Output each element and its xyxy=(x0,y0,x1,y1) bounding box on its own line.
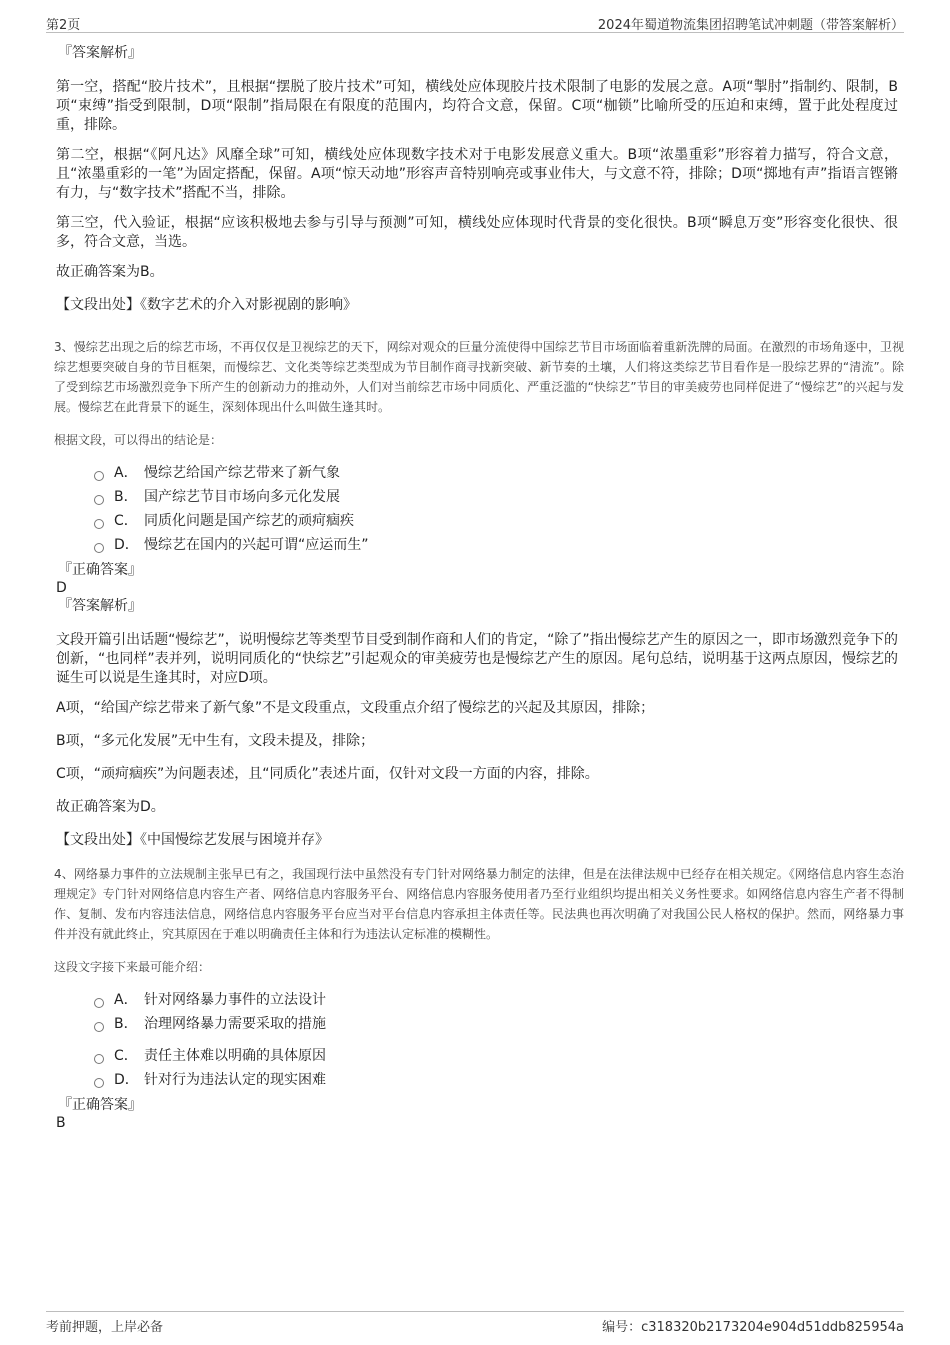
page-header xyxy=(46,12,904,33)
analysis-conclusion: 故正确答案为B。 xyxy=(56,264,164,280)
option-d[interactable] xyxy=(94,1068,898,1092)
correct-answer: D xyxy=(56,580,67,596)
analysis-paragraph: B项，“多元化发展”无中生有，文段未提及，排除； xyxy=(56,733,375,749)
source-citation: 【文段出处】《中国慢综艺发展与困境并存》 xyxy=(56,832,329,848)
radio-icon[interactable] xyxy=(94,519,104,529)
option-c[interactable] xyxy=(94,1044,898,1068)
analysis-paragraph: 文段开篇引出话题“慢综艺”，说明慢综艺等类型节目受到制作商和人们的肯定，“除了”指出慢综艺产生的原因之一，即市场激烈竞争下的创新，“也同样”表并列，说明同质化的“快综艺”引起观众的审美疲劳也是慢综艺产生的原因。尾句总结，说明基于这两点原因，慢综艺的诞生可以说是生逢其时，对应D项。 xyxy=(56,632,898,686)
option-c[interactable] xyxy=(94,509,898,533)
question-prompt: 这段文字接下来最可能介绍： xyxy=(54,960,211,974)
q2-analysis-section xyxy=(56,44,898,315)
option-text: 同质化问题是国产综艺的顽疴痼疾 xyxy=(144,513,354,529)
radio-icon[interactable] xyxy=(94,998,104,1008)
analysis-paragraph: 第三空，代入验证，根据“应该积极地去参与引导与预测”可知，横线处应体现时代背景的变化很快。B项“瞬息万变”形容变化很快、很多，符合文意，当选。 xyxy=(56,215,898,250)
footer-slogan: 考前押题，上岸必备 xyxy=(46,1320,164,1335)
option-a[interactable] xyxy=(94,461,898,485)
question-4 xyxy=(54,864,904,1132)
option-b[interactable] xyxy=(94,485,898,509)
radio-icon[interactable] xyxy=(94,1054,104,1064)
page-footer xyxy=(46,1311,904,1334)
question-text: 3、慢综艺出现之后的综艺市场，不再仅仅是卫视综艺的天下，网综对观众的巨量分流使得中国综艺节目市场面临着重新洗牌的局面。在激烈的市场角逐中，卫视综艺想要突破自身的节目框架，而慢综艺、文化类等综艺类型成为节目制作商寻找新突破、新节奏的土壤，人们将这类综艺节目看作是一股综艺界的“清流”。除了受到综艺市场激烈竞争下所产生的创新动力的推动外，人们对当前综艺市场中同质化、严重泛滥的“快综艺”节目的审美疲劳也同样促进了“慢综艺”的兴起与发展。慢综艺在此背景下的诞生，深刻体现出什么叫做生逢其时。 xyxy=(54,340,904,414)
radio-icon[interactable] xyxy=(94,471,104,481)
option-list xyxy=(94,988,898,1092)
analysis-paragraph: C项，“顽疴痼疾”为问题表述，且“同质化”表述片面，仅针对文段一方面的内容，排除。 xyxy=(56,766,599,782)
analysis-label: 『答案解析』 xyxy=(58,45,142,61)
option-letter: C． xyxy=(114,1048,138,1064)
option-text: 责任主体难以明确的具体原因 xyxy=(144,1048,326,1064)
option-list xyxy=(94,461,898,557)
analysis-conclusion: 故正确答案为D。 xyxy=(56,799,165,815)
option-text: 治理网络暴力需要采取的措施 xyxy=(144,1016,326,1032)
option-letter: D． xyxy=(114,1072,139,1088)
source-citation: 【文段出处】《数字艺术的介入对影视剧的影响》 xyxy=(56,297,357,313)
option-text: 慢综艺给国产综艺带来了新气象 xyxy=(144,465,340,481)
option-letter: C． xyxy=(114,513,138,529)
radio-icon[interactable] xyxy=(94,495,104,505)
analysis-label: 『答案解析』 xyxy=(58,598,142,614)
option-d[interactable] xyxy=(94,533,898,557)
document-id: 编号：c318320b2173204e904d51ddb825954a xyxy=(602,1320,904,1335)
analysis-paragraph: 第二空，根据“《阿凡达》风靡全球”可知，横线处应体现数字技术对于电影发展意义重大。B项“浓墨重彩”形容着力描写，符合文意，且“浓墨重彩的一笔”为固定搭配，保留。A项“惊天动地”形容声音特别响亮或事业伟大，与文意不符，排除；D项“掷地有声”指语言铿锵有力，与“数字技术”搭配不当，排除。 xyxy=(56,147,898,201)
correct-answer-label: 『正确答案』 xyxy=(58,562,142,578)
question-text: 4、网络暴力事件的立法规制主张早已有之，我国现行法中虽然没有专门针对网络暴力制定的法律，但是在法律法规中已经存在相关规定。《网络信息内容生态治理规定》专门针对网络信息内容生产者、网络信息内容服务平台、网络信息内容服务使用者乃至行业组织均提出相关义务性要求。如网络信息内容生产者不得制作、复制、发布内容违法信息，网络信息内容服务平台应当对平台信息内容承担主体责任等。民法典也再次明确了对我国公民人格权的保护。然而，网络暴力事件并没有就此终止，究其原因在于难以明确责任主体和行为违法认定标准的模糊性。 xyxy=(54,867,904,941)
question-3 xyxy=(54,337,904,850)
option-letter: B． xyxy=(114,1016,138,1032)
analysis-paragraph: A项，“给国产综艺带来了新气象”不是文段重点，文段重点介绍了慢综艺的兴起及其原因，排除； xyxy=(56,700,655,716)
radio-icon[interactable] xyxy=(94,1022,104,1032)
question-prompt: 根据文段，可以得出的结论是： xyxy=(54,433,223,447)
option-text: 国产综艺节目市场向多元化发展 xyxy=(144,489,340,505)
correct-answer-label: 『正确答案』 xyxy=(58,1097,142,1113)
option-letter: A． xyxy=(114,465,138,481)
option-text: 针对网络暴力事件的立法设计 xyxy=(144,992,326,1008)
radio-icon[interactable] xyxy=(94,1078,104,1088)
radio-icon[interactable] xyxy=(94,543,104,553)
document-title: 2024年蜀道物流集团招聘笔试冲刺题（带答案解析） xyxy=(597,18,904,33)
option-letter: D． xyxy=(114,537,139,553)
option-letter: A． xyxy=(114,992,138,1008)
correct-answer: B xyxy=(56,1115,66,1131)
document-body xyxy=(54,44,904,1132)
option-text: 慢综艺在国内的兴起可谓“应运而生” xyxy=(144,537,369,553)
option-letter: B． xyxy=(114,489,138,505)
analysis-paragraph: 第一空，搭配“胶片技术”，且根据“摆脱了胶片技术”可知，横线处应体现胶片技术限制了电影的发展之意。A项“掣肘”指制约、限制，B项“束缚”指受到限制，D项“限制”指局限在有限度的范围内，均符合文意，保留。C项“枷锁”比喻所受的压迫和束缚，置于此处程度过重，排除。 xyxy=(56,79,898,133)
page-number: 第2页 xyxy=(46,18,81,33)
option-a[interactable] xyxy=(94,988,898,1012)
option-text: 针对行为违法认定的现实困难 xyxy=(144,1072,326,1088)
option-b[interactable] xyxy=(94,1012,898,1036)
